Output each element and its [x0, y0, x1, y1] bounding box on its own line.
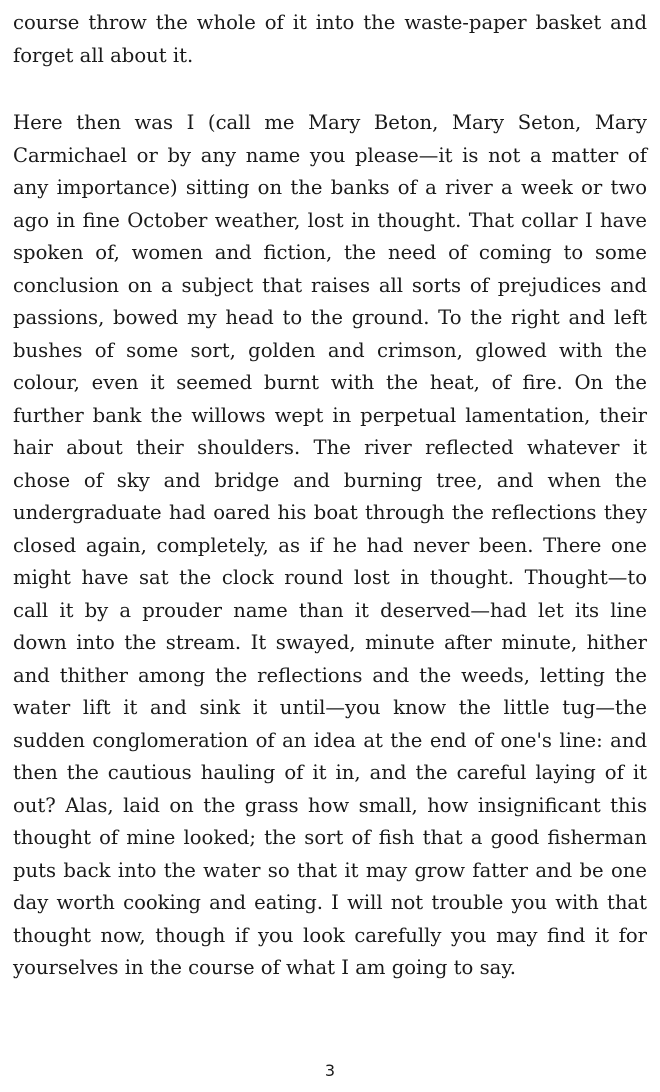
page-number: 3: [324, 1061, 336, 1080]
document-page: [13, 0, 647, 1092]
paragraph-main: Here then was I (call me Mary Beton, Mary Seton, Mary Carmichael or by any name you please—it is not a matter of any importance) sitting on the banks of a river a week or two ago in fine October weather, lost in thought. That collar I have spoken of, women and fiction, the need of coming to some conclusion on a subject that raises all sorts of prejudices and passions, bowed my head to the ground. To the right and left bushes of some sort, golden and crimson, glowed with the colour, even it seemed burnt with the heat, of fire. On the further bank the willows wept in perpetual lamentation, their hair about their shoulders. The river reflected whatever it chose of sky and bridge and burning tree, and when the undergraduate had oared his boat through the reflections they closed again, completely, as if he had never been. There one might have sat the clock round lost in thought. Thought—to call it by a prouder name than it deserved—had let its line down into the stream. It swayed, minute after minute, hither and thither among the reflections and the weeds, letting the water lift it and sink it until—you know the little tug—the sudden conglomeration of an idea at the end of one's line: and then the cautious hauling of it in, and the careful laying of it out? Alas, laid on the grass how small, how insignificant this thought of mine looked; the sort of fish that a good fisherman puts back into the water so that it may grow fatter and be one day worth cooking and eating. I will not trouble you with that thought now, though if you look carefully you may find it for yourselves in the course of what I am going to say.: [13, 111, 647, 979]
paragraph-continuation: course throw the whole of it into the waste-paper basket and forget all about it.: [13, 11, 647, 67]
